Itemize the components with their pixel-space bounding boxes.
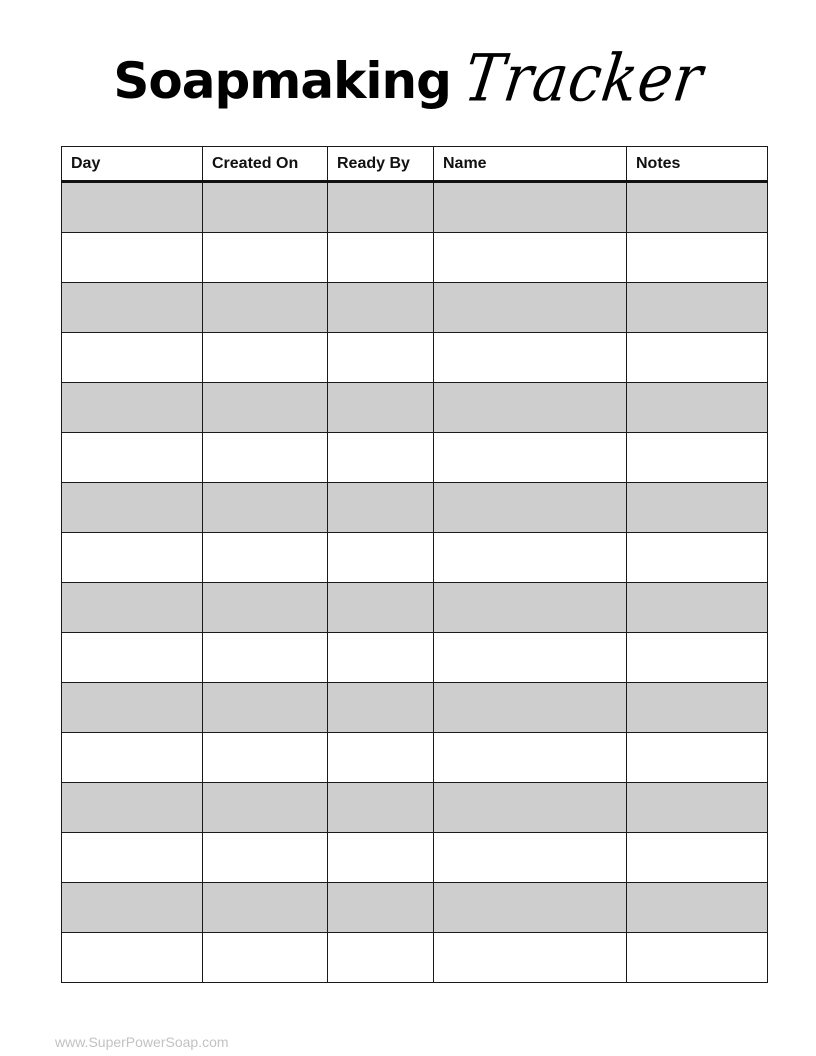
table-cell-notes[interactable] (627, 683, 768, 733)
table-cell-notes[interactable] (627, 883, 768, 933)
table-cell-notes[interactable] (627, 933, 768, 983)
table-row (62, 333, 768, 383)
footer-watermark: www.SuperPowerSoap.com (55, 1034, 229, 1050)
table-cell-created-on[interactable] (203, 683, 328, 733)
table-row (62, 783, 768, 833)
table-cell-name[interactable] (434, 383, 627, 433)
table-cell-created-on[interactable] (203, 933, 328, 983)
table-cell-notes[interactable] (627, 433, 768, 483)
table-cell-name[interactable] (434, 182, 627, 233)
table-cell-day[interactable] (62, 182, 203, 233)
table-cell-day[interactable] (62, 583, 203, 633)
table-cell-day[interactable] (62, 633, 203, 683)
table-cell-name[interactable] (434, 583, 627, 633)
table-cell-ready-by[interactable] (328, 483, 434, 533)
table-cell-created-on[interactable] (203, 283, 328, 333)
table-cell-created-on[interactable] (203, 783, 328, 833)
column-header-notes: Notes (627, 147, 768, 182)
table-cell-day[interactable] (62, 833, 203, 883)
title-bold-text: Soapmaking (113, 52, 451, 110)
table-cell-name[interactable] (434, 933, 627, 983)
table-cell-day[interactable] (62, 433, 203, 483)
table-cell-created-on[interactable] (203, 533, 328, 583)
table-cell-notes[interactable] (627, 383, 768, 433)
table-cell-created-on[interactable] (203, 383, 328, 433)
table-row (62, 182, 768, 233)
table-cell-ready-by[interactable] (328, 883, 434, 933)
table-cell-name[interactable] (434, 483, 627, 533)
table-cell-ready-by[interactable] (328, 683, 434, 733)
table-cell-ready-by[interactable] (328, 783, 434, 833)
table-row (62, 583, 768, 633)
table-cell-name[interactable] (434, 783, 627, 833)
table-cell-name[interactable] (434, 233, 627, 283)
table-cell-created-on[interactable] (203, 883, 328, 933)
table-cell-day[interactable] (62, 683, 203, 733)
table-cell-created-on[interactable] (203, 483, 328, 533)
table-cell-ready-by[interactable] (328, 833, 434, 883)
table-cell-ready-by[interactable] (328, 383, 434, 433)
table-row (62, 483, 768, 533)
table-cell-day[interactable] (62, 933, 203, 983)
table-cell-day[interactable] (62, 333, 203, 383)
table-cell-ready-by[interactable] (328, 283, 434, 333)
table-cell-name[interactable] (434, 833, 627, 883)
table-cell-ready-by[interactable] (328, 433, 434, 483)
table-cell-ready-by[interactable] (328, 182, 434, 233)
table-cell-name[interactable] (434, 533, 627, 583)
table-cell-day[interactable] (62, 233, 203, 283)
table-row (62, 883, 768, 933)
table-cell-created-on[interactable] (203, 233, 328, 283)
table-cell-created-on[interactable] (203, 333, 328, 383)
table-cell-day[interactable] (62, 283, 203, 333)
table-cell-notes[interactable] (627, 633, 768, 683)
table-cell-ready-by[interactable] (328, 933, 434, 983)
table-cell-notes[interactable] (627, 783, 768, 833)
table-cell-notes[interactable] (627, 533, 768, 583)
table-cell-created-on[interactable] (203, 433, 328, 483)
table-row (62, 233, 768, 283)
table-row (62, 933, 768, 983)
table-cell-created-on[interactable] (203, 633, 328, 683)
title-script-text: Tracker (459, 39, 708, 117)
table-cell-notes[interactable] (627, 333, 768, 383)
table-row (62, 833, 768, 883)
tracker-table (61, 146, 768, 983)
column-header-created-on: Created On (203, 147, 328, 182)
table-cell-day[interactable] (62, 783, 203, 833)
page-title (0, 39, 816, 134)
table-cell-notes[interactable] (627, 583, 768, 633)
table-cell-notes[interactable] (627, 182, 768, 233)
table-cell-ready-by[interactable] (328, 233, 434, 283)
table-cell-name[interactable] (434, 883, 627, 933)
table-cell-name[interactable] (434, 683, 627, 733)
table-cell-created-on[interactable] (203, 733, 328, 783)
table-cell-created-on[interactable] (203, 833, 328, 883)
table-cell-name[interactable] (434, 433, 627, 483)
table-row (62, 733, 768, 783)
table-cell-day[interactable] (62, 383, 203, 433)
table-cell-ready-by[interactable] (328, 583, 434, 633)
table-cell-name[interactable] (434, 633, 627, 683)
table-cell-name[interactable] (434, 733, 627, 783)
table-cell-ready-by[interactable] (328, 533, 434, 583)
table-row (62, 683, 768, 733)
table-cell-day[interactable] (62, 733, 203, 783)
table-cell-day[interactable] (62, 883, 203, 933)
table-cell-day[interactable] (62, 533, 203, 583)
tracker-body (62, 182, 768, 983)
header-row (62, 147, 768, 182)
table-row (62, 383, 768, 433)
table-row (62, 533, 768, 583)
table-cell-notes[interactable] (627, 233, 768, 283)
table-row (62, 633, 768, 683)
table-cell-ready-by[interactable] (328, 333, 434, 383)
table-cell-name[interactable] (434, 283, 627, 333)
table-cell-created-on[interactable] (203, 583, 328, 633)
table-row (62, 433, 768, 483)
table-row (62, 283, 768, 333)
table-cell-day[interactable] (62, 483, 203, 533)
column-header-day: Day (62, 147, 203, 182)
table-cell-notes[interactable] (627, 483, 768, 533)
column-header-name: Name (434, 147, 627, 182)
column-header-ready-by: Ready By (328, 147, 434, 182)
table-cell-notes[interactable] (627, 733, 768, 783)
table-cell-ready-by[interactable] (328, 733, 434, 783)
table-cell-notes[interactable] (627, 833, 768, 883)
table-cell-ready-by[interactable] (328, 633, 434, 683)
table-cell-notes[interactable] (627, 283, 768, 333)
table-cell-name[interactable] (434, 333, 627, 383)
table-cell-created-on[interactable] (203, 182, 328, 233)
